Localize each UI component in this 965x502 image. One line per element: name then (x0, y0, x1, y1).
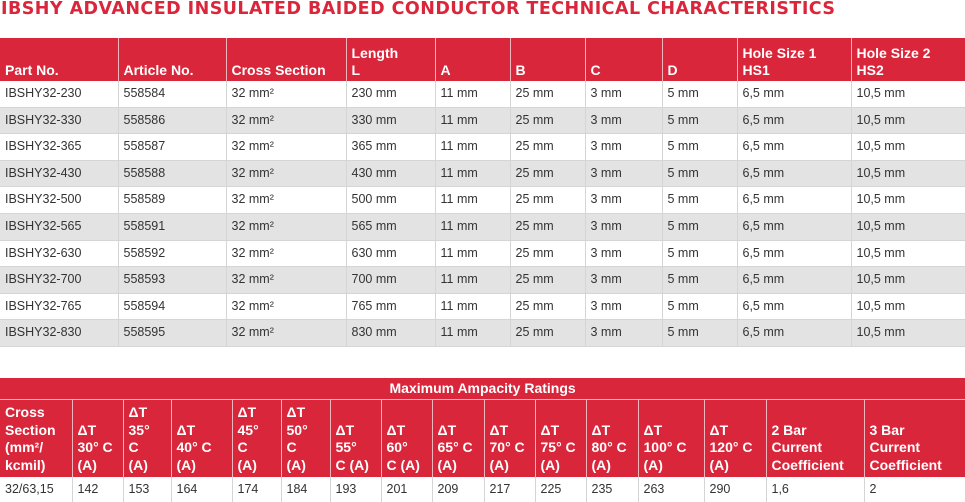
header-c: C (585, 38, 662, 81)
cell-length: 765 mm (346, 293, 435, 320)
cell-c: 3 mm (585, 187, 662, 214)
cell-length: 700 mm (346, 267, 435, 294)
cell-hole-size-1: 6,5 mm (737, 160, 851, 187)
cell-d: 5 mm (662, 187, 737, 214)
cell-length: 830 mm (346, 320, 435, 347)
table-row (0, 160, 965, 187)
cell-d: 5 mm (662, 293, 737, 320)
cell-a: 11 mm (435, 107, 510, 134)
cell-cross-section: 32 mm² (226, 267, 346, 294)
technical-characteristics-table (0, 38, 965, 347)
ampacity-cell: 217 (484, 477, 535, 502)
cell-hole-size-1: 6,5 mm (737, 187, 851, 214)
cell-cross-section: 32 mm² (226, 213, 346, 240)
ampacity-header-12: ΔT 100° C (A) (638, 400, 704, 477)
cell-b: 25 mm (510, 293, 585, 320)
table-row (0, 81, 965, 107)
ampacity-cell: 184 (281, 477, 330, 502)
cell-a: 11 mm (435, 293, 510, 320)
cell-hole-size-2: 10,5 mm (851, 267, 965, 294)
cell-cross-section: 32 mm² (226, 134, 346, 161)
ampacity-header-8: ΔT 65° C (A) (432, 400, 484, 477)
cell-part-no: IBSHY32-500 (0, 187, 118, 214)
cell-part-no: IBSHY32-330 (0, 107, 118, 134)
cell-article-no: 558594 (118, 293, 226, 320)
cell-b: 25 mm (510, 107, 585, 134)
cell-d: 5 mm (662, 320, 737, 347)
ampacity-cell: 193 (330, 477, 381, 502)
cell-hole-size-1: 6,5 mm (737, 293, 851, 320)
table-row (0, 267, 965, 294)
ampacity-title: Maximum Ampacity Ratings (0, 378, 965, 400)
ampacity-cell: 263 (638, 477, 704, 502)
cell-a: 11 mm (435, 240, 510, 267)
cell-length: 565 mm (346, 213, 435, 240)
cell-cross-section: 32 mm² (226, 293, 346, 320)
cell-b: 25 mm (510, 160, 585, 187)
cell-hole-size-2: 10,5 mm (851, 134, 965, 161)
cell-d: 5 mm (662, 267, 737, 294)
ampacity-cell: 209 (432, 477, 484, 502)
cell-hole-size-1: 6,5 mm (737, 81, 851, 107)
cell-length: 430 mm (346, 160, 435, 187)
cell-b: 25 mm (510, 213, 585, 240)
header-hole-size-1: Hole Size 1 HS1 (737, 38, 851, 81)
header-article-no: Article No. (118, 38, 226, 81)
ampacity-header-1: ΔT 30° C (A) (72, 400, 123, 477)
ampacity-header-row (0, 400, 965, 477)
cell-a: 11 mm (435, 267, 510, 294)
ampacity-cell: 290 (704, 477, 766, 502)
cell-article-no: 558586 (118, 107, 226, 134)
cell-part-no: IBSHY32-365 (0, 134, 118, 161)
ampacity-header-13: ΔT 120° C (A) (704, 400, 766, 477)
cell-c: 3 mm (585, 160, 662, 187)
cell-article-no: 558589 (118, 187, 226, 214)
cell-hole-size-1: 6,5 mm (737, 320, 851, 347)
cell-d: 5 mm (662, 134, 737, 161)
cell-hole-size-1: 6,5 mm (737, 213, 851, 240)
cell-a: 11 mm (435, 134, 510, 161)
cell-c: 3 mm (585, 240, 662, 267)
cell-cross-section: 32 mm² (226, 107, 346, 134)
cell-part-no: IBSHY32-230 (0, 81, 118, 107)
ampacity-cell: 142 (72, 477, 123, 502)
ampacity-cell: 32/63,15 (0, 477, 72, 502)
ampacity-header-5: ΔT 50° C (A) (281, 400, 330, 477)
header-hole-size-2: Hole Size 2 HS2 (851, 38, 965, 81)
cell-cross-section: 32 mm² (226, 81, 346, 107)
ampacity-header-0: Cross Section (mm²/ kcmil) (0, 400, 72, 477)
header-b: B (510, 38, 585, 81)
cell-part-no: IBSHY32-565 (0, 213, 118, 240)
ampacity-header-4: ΔT 45° C (A) (232, 400, 281, 477)
cell-hole-size-1: 6,5 mm (737, 267, 851, 294)
cell-hole-size-2: 10,5 mm (851, 187, 965, 214)
cell-a: 11 mm (435, 160, 510, 187)
ampacity-header-10: ΔT 75° C (A) (535, 400, 586, 477)
cell-part-no: IBSHY32-630 (0, 240, 118, 267)
cell-article-no: 558584 (118, 81, 226, 107)
cell-article-no: 558595 (118, 320, 226, 347)
cell-hole-size-2: 10,5 mm (851, 293, 965, 320)
ampacity-header-15: 3 Bar Current Coefficient (864, 400, 965, 477)
cell-cross-section: 32 mm² (226, 320, 346, 347)
ampacity-cell: 201 (381, 477, 432, 502)
cell-article-no: 558593 (118, 267, 226, 294)
ampacity-cell: 153 (123, 477, 171, 502)
ampacity-cell: 1,6 (766, 477, 864, 502)
cell-d: 5 mm (662, 240, 737, 267)
ampacity-cell: 164 (171, 477, 232, 502)
cell-length: 365 mm (346, 134, 435, 161)
ampacity-cell: 174 (232, 477, 281, 502)
table-row (0, 134, 965, 161)
cell-c: 3 mm (585, 320, 662, 347)
cell-a: 11 mm (435, 187, 510, 214)
cell-length: 330 mm (346, 107, 435, 134)
cell-cross-section: 32 mm² (226, 160, 346, 187)
cell-part-no: IBSHY32-700 (0, 267, 118, 294)
cell-part-no: IBSHY32-430 (0, 160, 118, 187)
header-cross-section: Cross Section (226, 38, 346, 81)
cell-c: 3 mm (585, 213, 662, 240)
cell-hole-size-2: 10,5 mm (851, 160, 965, 187)
ampacity-cell: 235 (586, 477, 638, 502)
ampacity-header-6: ΔT 55° C (A) (330, 400, 381, 477)
ampacity-header-14: 2 Bar Current Coefficient (766, 400, 864, 477)
ampacity-table (0, 378, 965, 502)
cell-hole-size-2: 10,5 mm (851, 320, 965, 347)
ampacity-header-3: ΔT 40° C (A) (171, 400, 232, 477)
cell-hole-size-1: 6,5 mm (737, 240, 851, 267)
cell-part-no: IBSHY32-765 (0, 293, 118, 320)
ampacity-cell: 225 (535, 477, 586, 502)
ampacity-cell: 2 (864, 477, 965, 502)
cell-hole-size-1: 6,5 mm (737, 134, 851, 161)
table-row (0, 320, 965, 347)
table-row (0, 187, 965, 214)
cell-part-no: IBSHY32-830 (0, 320, 118, 347)
cell-cross-section: 32 mm² (226, 240, 346, 267)
cell-c: 3 mm (585, 134, 662, 161)
cell-c: 3 mm (585, 107, 662, 134)
cell-d: 5 mm (662, 107, 737, 134)
cell-c: 3 mm (585, 81, 662, 107)
cell-c: 3 mm (585, 267, 662, 294)
table-row (0, 107, 965, 134)
table-row (0, 477, 965, 502)
cell-hole-size-1: 6,5 mm (737, 107, 851, 134)
ampacity-title-row (0, 378, 965, 400)
cell-hole-size-2: 10,5 mm (851, 240, 965, 267)
page-title: IBSHY ADVANCED INSULATED BAIDED CONDUCTOR TECHNICAL CHARACTERISTICS (1, 0, 836, 19)
cell-a: 11 mm (435, 213, 510, 240)
cell-b: 25 mm (510, 240, 585, 267)
table-row (0, 213, 965, 240)
cell-hole-size-2: 10,5 mm (851, 107, 965, 134)
cell-b: 25 mm (510, 81, 585, 107)
cell-article-no: 558591 (118, 213, 226, 240)
cell-d: 5 mm (662, 160, 737, 187)
header-a: A (435, 38, 510, 81)
cell-b: 25 mm (510, 320, 585, 347)
cell-c: 3 mm (585, 293, 662, 320)
ampacity-header-9: ΔT 70° C (A) (484, 400, 535, 477)
cell-hole-size-2: 10,5 mm (851, 213, 965, 240)
ampacity-header-7: ΔT 60° C (A) (381, 400, 432, 477)
ampacity-header-2: ΔT 35° C (A) (123, 400, 171, 477)
cell-d: 5 mm (662, 213, 737, 240)
header-length: Length L (346, 38, 435, 81)
cell-article-no: 558592 (118, 240, 226, 267)
table-row (0, 293, 965, 320)
cell-length: 630 mm (346, 240, 435, 267)
cell-hole-size-2: 10,5 mm (851, 81, 965, 107)
ampacity-header-11: ΔT 80° C (A) (586, 400, 638, 477)
cell-article-no: 558588 (118, 160, 226, 187)
table-row (0, 240, 965, 267)
cell-b: 25 mm (510, 187, 585, 214)
cell-length: 230 mm (346, 81, 435, 107)
cell-b: 25 mm (510, 267, 585, 294)
cell-d: 5 mm (662, 81, 737, 107)
cell-b: 25 mm (510, 134, 585, 161)
cell-cross-section: 32 mm² (226, 187, 346, 214)
header-d: D (662, 38, 737, 81)
cell-a: 11 mm (435, 81, 510, 107)
cell-article-no: 558587 (118, 134, 226, 161)
cell-length: 500 mm (346, 187, 435, 214)
cell-a: 11 mm (435, 320, 510, 347)
specs-header-row (0, 38, 965, 81)
header-part-no: Part No. (0, 38, 118, 81)
